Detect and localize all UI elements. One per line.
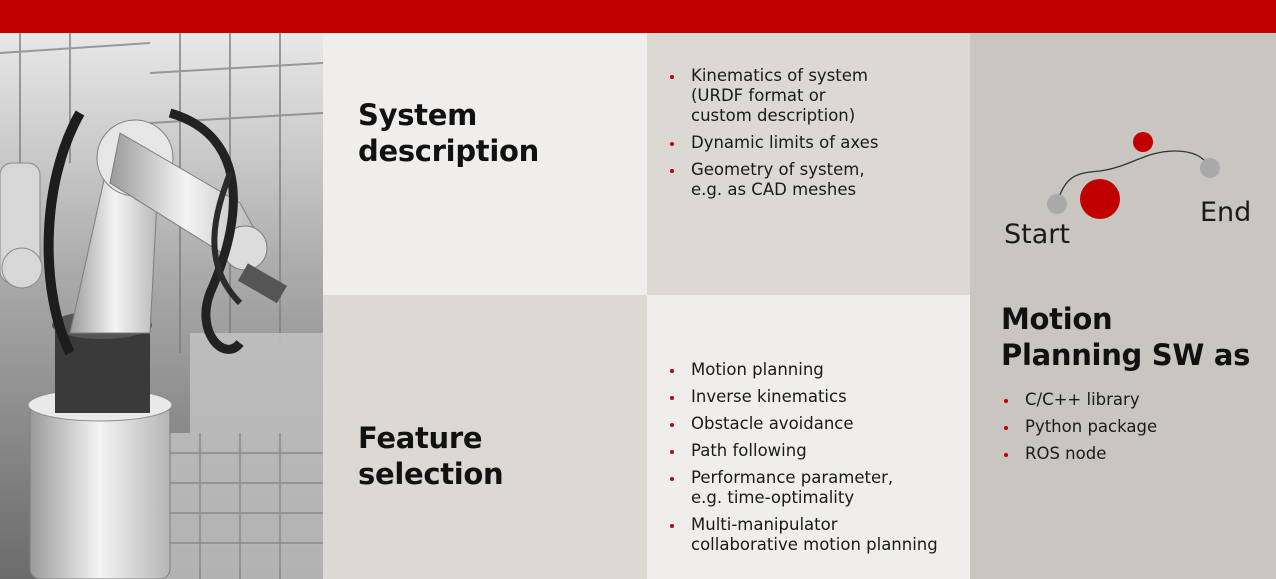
bullet-icon bbox=[670, 369, 674, 373]
bullet-icon bbox=[670, 169, 674, 173]
feature-selection-panel bbox=[323, 295, 647, 579]
list-item: Multi-manipulator collaborative motion planning bbox=[667, 515, 938, 555]
bullet-icon bbox=[670, 75, 674, 79]
system-description-title bbox=[358, 97, 539, 169]
bullet-icon bbox=[670, 450, 674, 454]
system-description-list bbox=[667, 66, 878, 207]
bullet-icon bbox=[1004, 399, 1008, 403]
title-line: selection bbox=[358, 457, 504, 491]
start-label: Start bbox=[1004, 219, 1070, 250]
industrial-robot-photo bbox=[0, 33, 323, 579]
list-item: Kinematics of system (URDF format or custom description) bbox=[667, 66, 878, 126]
path-curve bbox=[1057, 151, 1210, 204]
feature-selection-title bbox=[358, 420, 503, 492]
bullet-icon bbox=[670, 396, 674, 400]
list-item: Performance parameter, e.g. time-optimality bbox=[667, 468, 938, 508]
title-line: Motion bbox=[1001, 302, 1113, 336]
obstacle-large-icon bbox=[1080, 179, 1120, 219]
bullet-icon bbox=[670, 524, 674, 528]
list-item: Geometry of system, e.g. as CAD meshes bbox=[667, 160, 878, 200]
title-line: System bbox=[358, 98, 478, 132]
list-item: Obstacle avoidance bbox=[667, 414, 938, 434]
list-item: Python package bbox=[1001, 417, 1157, 437]
bullet-icon bbox=[670, 142, 674, 146]
motion-planning-title bbox=[1001, 301, 1250, 373]
bullet-icon bbox=[1004, 426, 1008, 430]
title-line: Planning SW as bbox=[1001, 338, 1251, 372]
feature-selection-list bbox=[667, 360, 938, 562]
top-accent-bar bbox=[0, 0, 1276, 33]
bullet-icon bbox=[1004, 453, 1008, 457]
motion-planning-panel bbox=[970, 33, 1276, 579]
list-item: Path following bbox=[667, 441, 938, 461]
list-item: Inverse kinematics bbox=[667, 387, 938, 407]
system-description-panel bbox=[323, 33, 647, 295]
end-point-icon bbox=[1200, 158, 1220, 178]
title-line: description bbox=[358, 134, 539, 168]
path-diagram bbox=[970, 33, 1276, 293]
list-item: C/C++ library bbox=[1001, 390, 1157, 410]
list-item: ROS node bbox=[1001, 444, 1157, 464]
feature-selection-list-panel bbox=[647, 295, 970, 579]
obstacle-small-icon bbox=[1133, 132, 1153, 152]
bullet-icon bbox=[670, 423, 674, 427]
bullet-icon bbox=[670, 477, 674, 481]
list-item: Motion planning bbox=[667, 360, 938, 380]
start-point-icon bbox=[1047, 194, 1067, 214]
list-item: Dynamic limits of axes bbox=[667, 133, 878, 153]
title-line: Feature bbox=[358, 421, 483, 455]
system-description-list-panel bbox=[647, 33, 970, 295]
end-label: End bbox=[1200, 197, 1252, 228]
motion-planning-list bbox=[1001, 390, 1157, 471]
